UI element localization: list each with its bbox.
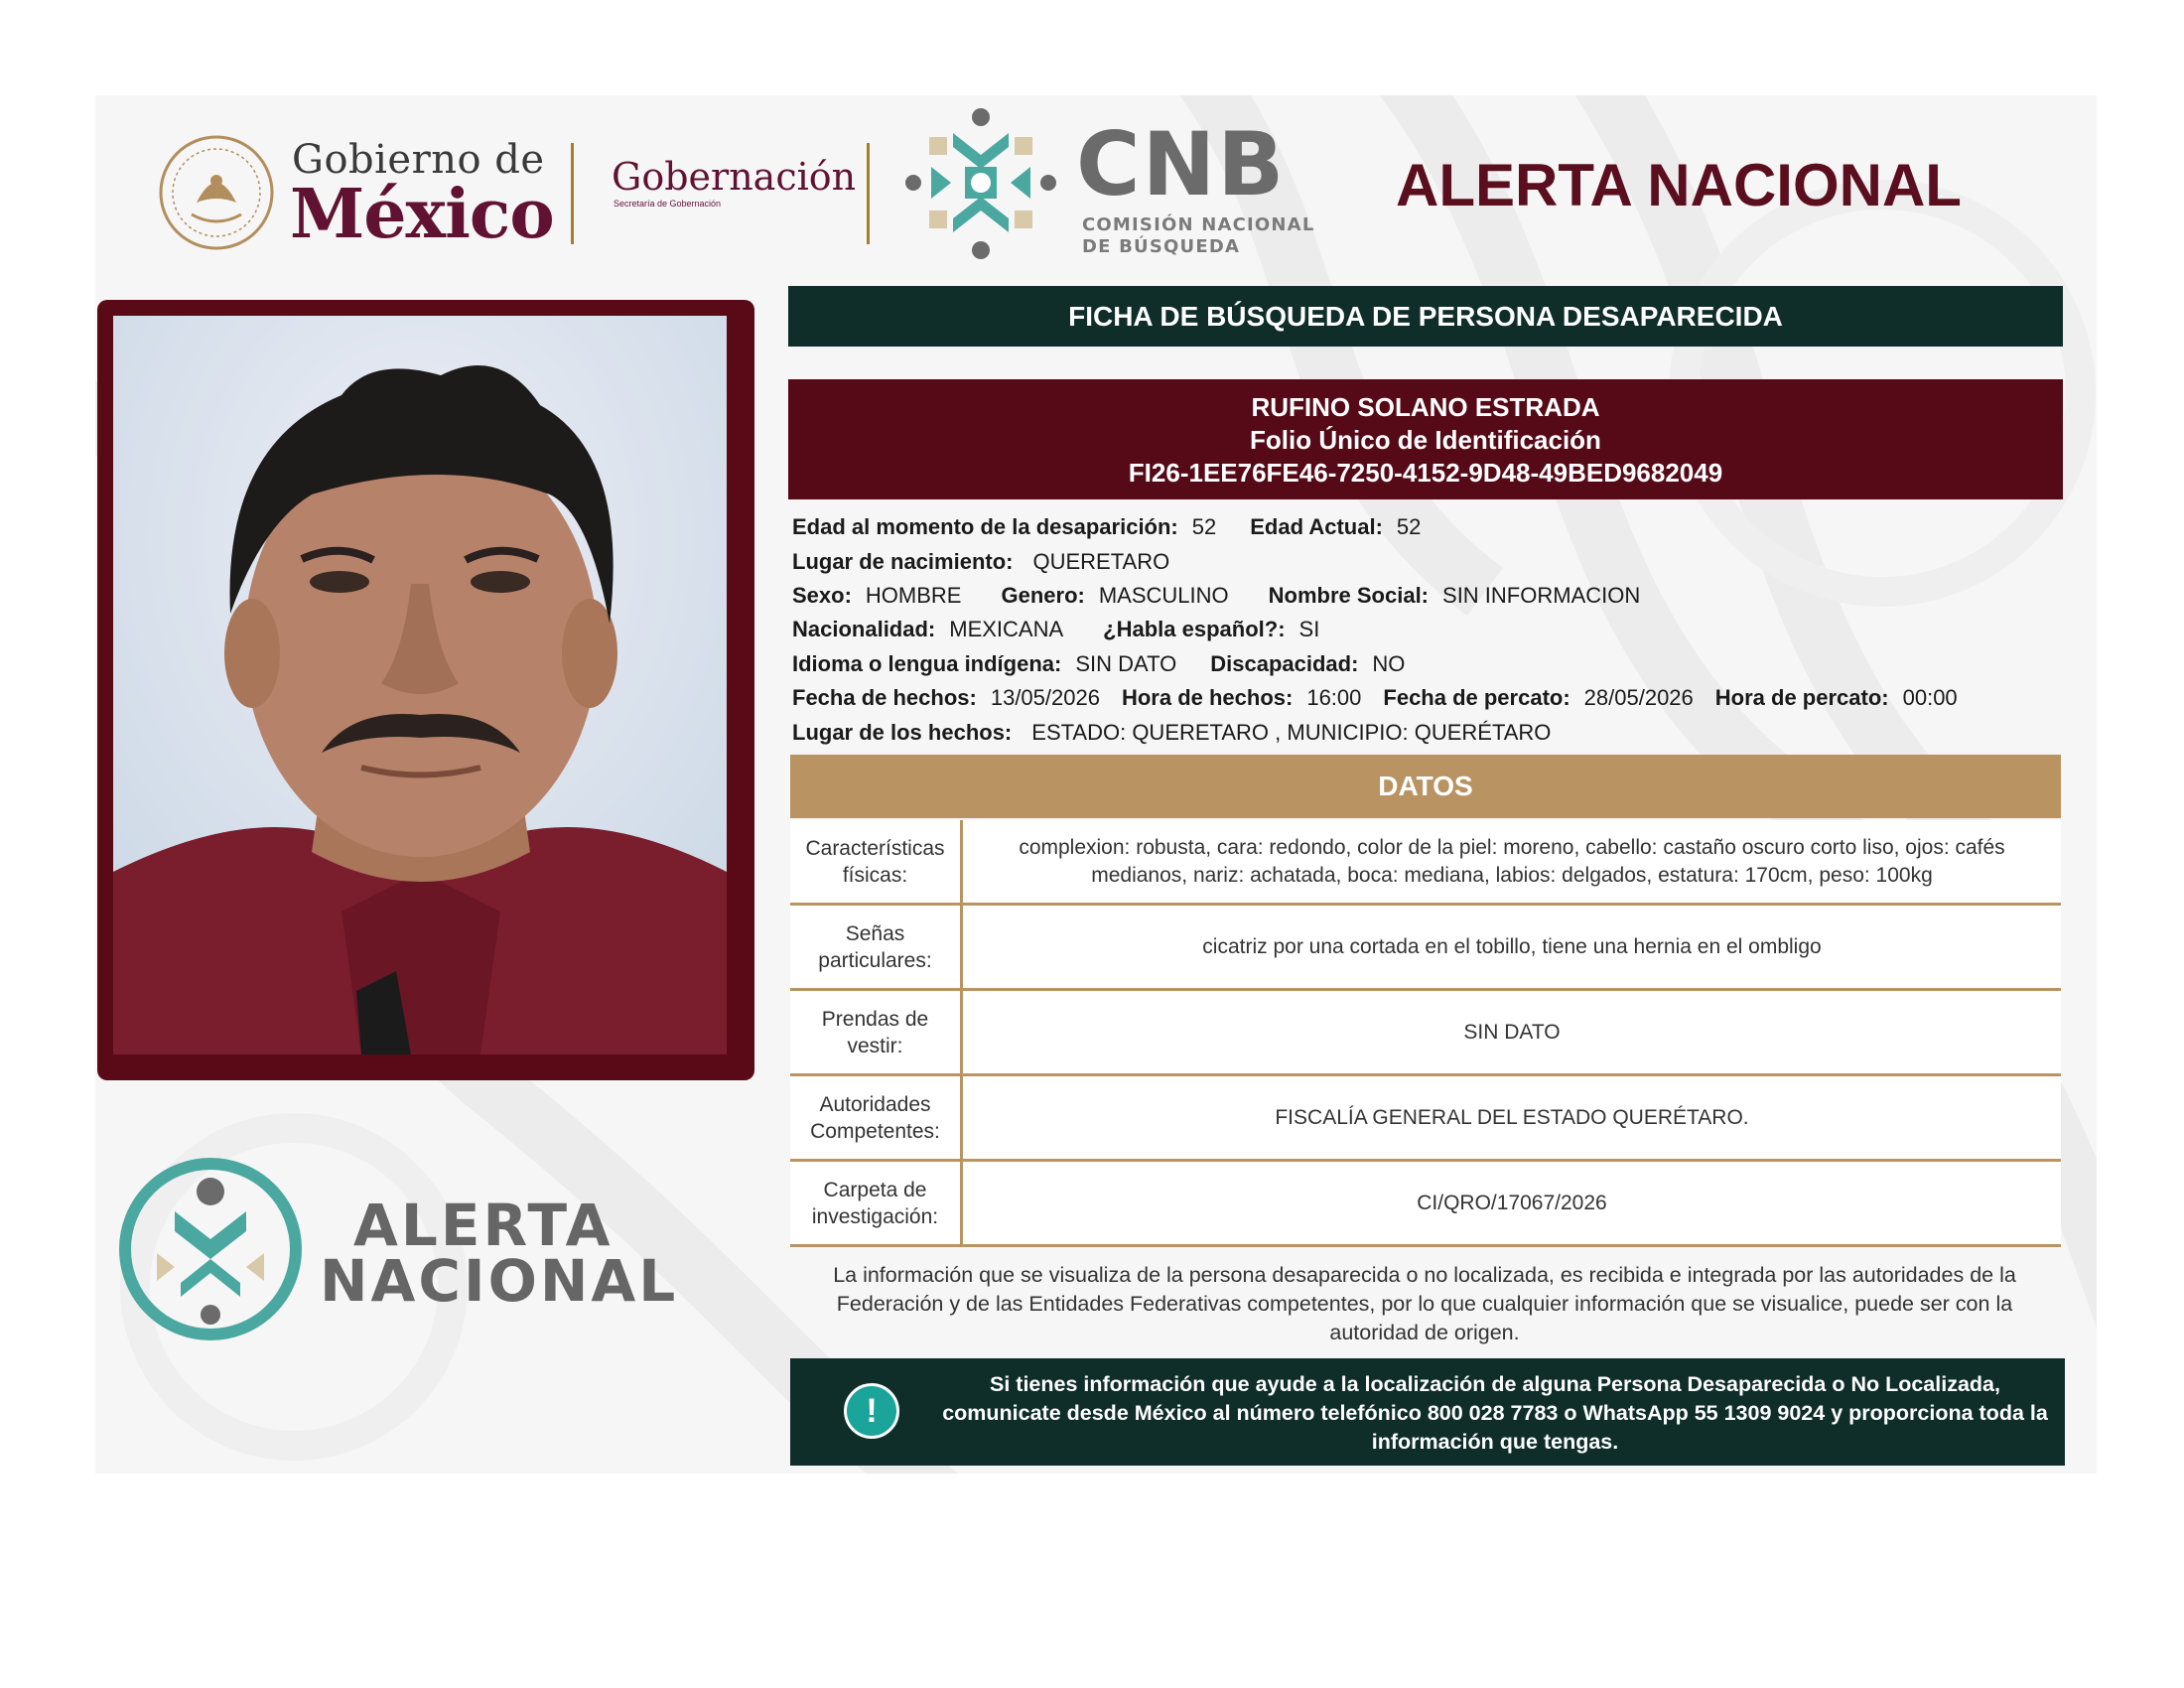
- lugar-nacimiento-value: QUERETARO: [1032, 549, 1170, 574]
- discapacidad-value: NO: [1372, 651, 1406, 676]
- folio-label: Folio Único de Identificación: [1250, 425, 1601, 455]
- fecha-hechos-label: Fecha de hechos:: [792, 685, 977, 710]
- nombre-social-value: SIN INFORMACION: [1442, 583, 1641, 608]
- gobierno-line2: México: [290, 175, 554, 254]
- alerta-logo-line2: NACIONAL: [320, 1247, 679, 1315]
- info-row-edad: [792, 514, 2073, 540]
- autoridades-label: Autoridades Competentes:: [790, 1076, 963, 1159]
- national-seal-icon: [157, 133, 276, 252]
- nacionalidad-value: MEXICANA: [949, 617, 1064, 641]
- genero-value: MASCULINO: [1098, 583, 1229, 608]
- gobierno-mexico-logo: [157, 131, 554, 254]
- folio-value: FI26-1EE76FE46-7250-4152-9D48-49BED9682049: [1128, 458, 1723, 488]
- ficha-title-bar: FICHA DE BÚSQUEDA DE PERSONA DESAPARECIDA: [788, 286, 2063, 347]
- disclaimer-text: La información que se visualiza de la persona desaparecida o no localizada, es recibida e integrada por las autoridades de la Federación y de las Entidades Federativas competentes, por lo que cualquier información que se visualice, puede ser con la autoridad de origen.: [833, 1263, 2016, 1344]
- table-row: [790, 1162, 2061, 1247]
- senas-value: cicatriz por una cortada en el tobillo, tiene una hernia en el ombligo: [1202, 934, 1822, 958]
- info-row-lugar-hechos: [792, 720, 2073, 746]
- cnb-logo-icon: [901, 103, 1060, 262]
- genero-label: Genero:: [1001, 583, 1085, 608]
- caracteristicas-label: Características físicas:: [790, 820, 963, 903]
- header-divider: [867, 143, 870, 244]
- sexo-value: HOMBRE: [865, 583, 962, 608]
- edad-desaparicion-label: Edad al momento de la desaparición:: [792, 514, 1178, 539]
- prendas-value: SIN DATO: [1463, 1020, 1561, 1044]
- person-photo: [113, 316, 727, 1055]
- info-row-nacionalidad: [792, 617, 2073, 642]
- habla-espanol-value: SI: [1298, 617, 1320, 641]
- contact-banner: [790, 1358, 2065, 1466]
- table-row: [790, 820, 2061, 906]
- gobernacion-logo: Gobernación: [612, 155, 857, 199]
- nombre-social-label: Nombre Social:: [1268, 583, 1430, 608]
- discapacidad-label: Discapacidad:: [1210, 651, 1359, 676]
- person-name-box: [788, 379, 2063, 499]
- exclamation-icon: !: [844, 1383, 899, 1439]
- fecha-percato-value: 28/05/2026: [1583, 685, 1694, 710]
- fecha-percato-label: Fecha de percato:: [1383, 685, 1570, 710]
- header-divider: [571, 143, 574, 244]
- habla-espanol-label: ¿Habla español?:: [1103, 617, 1286, 641]
- datos-table: [790, 820, 2061, 1247]
- info-row-nacimiento: [792, 549, 2073, 575]
- carpeta-value: CI/QRO/17067/2026: [1417, 1191, 1607, 1214]
- gobernacion-subtitle: Secretaría de Gobernación: [614, 199, 722, 209]
- carpeta-label: Carpeta de investigación:: [790, 1162, 963, 1244]
- alerta-logo-line1: ALERTA: [353, 1192, 614, 1259]
- gobierno-line1: Gobierno de: [292, 137, 545, 183]
- hora-hechos-label: Hora de hechos:: [1121, 685, 1294, 710]
- autoridades-value: FISCALÍA GENERAL DEL ESTADO QUERÉTARO.: [1275, 1105, 1749, 1129]
- person-name: RUFINO SOLANO ESTRADA: [1251, 392, 1600, 422]
- cnb-title: CNB: [1076, 113, 1287, 215]
- prendas-label: Prendas de vestir:: [790, 991, 963, 1073]
- edad-desaparicion-value: 52: [1191, 514, 1217, 539]
- datos-header: DATOS: [790, 755, 2061, 818]
- lugar-hechos-label: Lugar de los hechos:: [792, 720, 1013, 745]
- alerta-nacional-heading: ALERTA NACIONAL: [1396, 152, 1962, 218]
- table-row: [790, 1076, 2061, 1162]
- cnb-subtitle-1: COMISIÓN NACIONAL: [1082, 214, 1315, 235]
- sexo-label: Sexo:: [792, 583, 852, 608]
- info-row-fechas: [792, 685, 2073, 711]
- cnb-subtitle-2: DE BÚSQUEDA: [1082, 236, 1241, 257]
- contact-text: Si tienes información que ayude a la localización de alguna Persona Desaparecida o No Localizada, comunicate desde México al número telefónico 800 028 7783 o WhatsApp 55 1309 9024 y proporciona toda la información que tengas.: [942, 1372, 2048, 1454]
- info-row-sexo: [792, 583, 2073, 609]
- info-row-idioma: [792, 651, 2073, 677]
- lugar-hechos-value: ESTADO: QUERETARO , MUNICIPIO: QUERÉTARO: [1031, 720, 1552, 745]
- nacionalidad-label: Nacionalidad:: [792, 617, 936, 641]
- fecha-hechos-value: 13/05/2026: [990, 685, 1100, 710]
- photo-frame: [97, 300, 754, 1080]
- table-row: [790, 906, 2061, 991]
- caracteristicas-value: complexion: robusta, cara: redondo, color de la piel: moreno, cabello: castaño oscuro corto liso, ojos: cafés medianos, nariz: achatada, boca: mediana, labios: delgados, estatura: 170cm, peso: 100kg: [1019, 835, 2005, 887]
- edad-actual-value: 52: [1396, 514, 1422, 539]
- edad-actual-label: Edad Actual:: [1250, 514, 1383, 539]
- senas-label: Señas particulares:: [790, 906, 963, 988]
- idioma-value: SIN DATO: [1075, 651, 1177, 676]
- hora-percato-value: 00:00: [1902, 685, 1958, 710]
- person-portrait-image: [113, 316, 727, 1055]
- hora-hechos-value: 16:00: [1306, 685, 1362, 710]
- lugar-nacimiento-label: Lugar de nacimiento:: [792, 549, 1014, 574]
- idioma-label: Idioma o lengua indígena:: [792, 651, 1062, 676]
- table-row: [790, 991, 2061, 1076]
- alerta-nacional-logo-icon: [117, 1156, 304, 1342]
- hora-percato-label: Hora de percato:: [1714, 685, 1889, 710]
